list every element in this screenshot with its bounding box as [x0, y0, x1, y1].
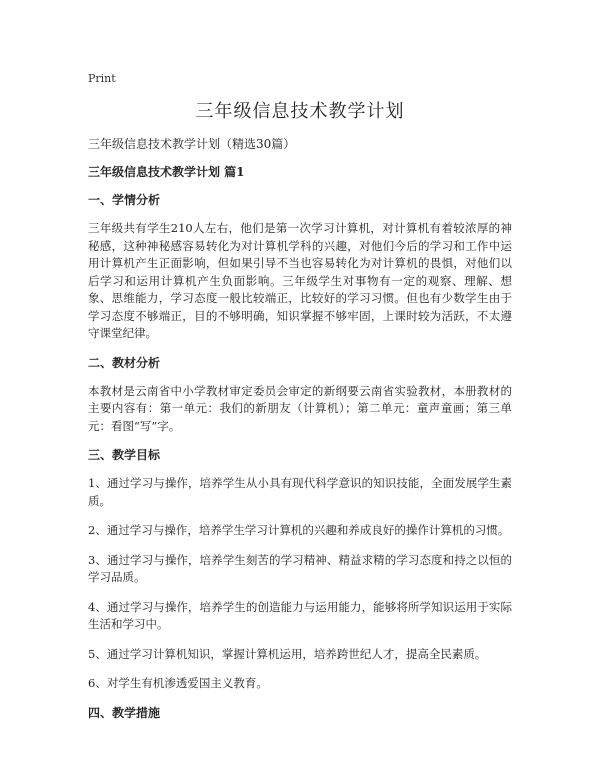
goal-item-2: 2、通过学习与操作，培养学生学习计算机的兴趣和养成良好的操作计算机的习惯。 [88, 523, 510, 537]
section-heading-measures: 四、教学措施 [88, 705, 161, 720]
page-title: 三年级信息技术教学计划 [195, 101, 405, 122]
section-heading-analysis: 一、学情分析 [88, 193, 161, 207]
section-heading-materials: 二、教材分析 [88, 355, 161, 370]
section-heading-goals: 三、教学目标 [88, 448, 161, 462]
goal-item-4: 4、通过学习与操作，培养学生的创造能力与运用能力，能够将所学知识运用于实际生活和学习中。 [88, 599, 512, 631]
goal-item-5: 5、通过学习计算机知识，掌握计算机运用，培养跨世纪人才，提高全民素质。 [88, 646, 487, 661]
document-subtitle: 三年级信息技术教学计划（精选30篇） [88, 137, 296, 151]
print-link[interactable]: Print [88, 72, 116, 85]
goal-item-1: 1、通过学习与操作，培养学生从小具有现代科学意识的知识技能，全面发展学生素质。 [88, 476, 512, 508]
goal-item-6: 6、对学生有机渗透爱国主义教育。 [88, 676, 268, 690]
article-heading: 三年级信息技术教学计划 篇1 [88, 165, 245, 179]
paragraph-materials: 本教材是云南省中小学教材审定委员会审定的新纲要云南省实验教材，本册教材的主要内容有：第一单元：我们的新朋友（计算机）；第二单元：童声童画；第三单元：看图“写”字。 [88, 383, 512, 433]
paragraph-analysis: 三年级共有学生210人左右，他们是第一次学习计算机，对计算机有着较浓厚的神秘感，这种神秘感容易转化为对计算机学科的兴趣，对他们今后的学习和工作中运用计算机产生正面影响，但如果引导不当也容易转化为对计算机的畏惧，对他们以后学习和运用计算机产生负面影响。三年级学生对事物有一定的观察、理解、想象、思维能力，学习态度一般比较端正，比较好的学习习惯。但也有少数学生由于学习态度不够端正，目的不够明确，知识掌握不够牢固，上课时较为活跃，不太遵守课堂纪律。 [88, 221, 512, 340]
goal-item-3: 3、通过学习与操作，培养学生刻苦的学习精神、精益求精的学习态度和持之以恒的学习品质。 [88, 552, 512, 584]
